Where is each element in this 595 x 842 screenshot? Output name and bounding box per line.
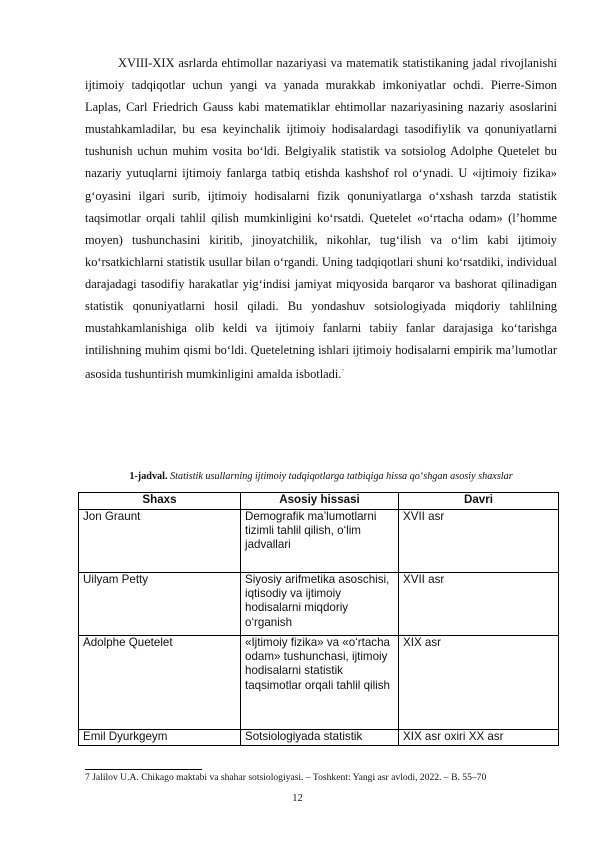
table-caption <box>85 470 557 484</box>
table-caption-label: 1-jadval. <box>129 471 168 482</box>
header-davri: Davri <box>399 493 559 510</box>
page-number: 12 <box>292 793 303 804</box>
cell-person: Emil Dyurkgeym <box>79 730 241 746</box>
table-row <box>79 573 559 636</box>
cell-contribution: «Ijtimoiy fizika» va «o‘rtacha odam» tushunchasi, ijtimoiy hodisalarni statistik taqsimotlar orqali tahlil qilish <box>241 636 399 730</box>
table-row <box>79 636 559 730</box>
cell-contribution: Demografik ma’lumotlarni tizimli tahlil qilish, o‘lim jadvallari <box>241 510 399 573</box>
table-header-row <box>79 493 559 510</box>
body-text: XVIII-XIX asrlarda ehtimollar nazariyasi va matematik statistikaning jadal rivojlanishi ijtimoiy tadqiqotlar uchun yangi va yanada murakkab imkoniyatlar ochdi. Pierre-Simon Laplas, Carl Friedrich Gauss kabi matematiklar ehtimollar nazariyasining nazariy asoslarini mustahkamladilar, bu esa keyinchalik ijtimoiy hodisalardagi tasodifiylik va qonuniyatlarni tushunish uchun muhim vosita bo‘ldi. Belgiyalik statistik va sotsiolog Adolphe Quetelet bu nazariy yutuqlarni ijtimoiy fanlarga tatbiq etishda kashshof rol o‘ynadi. U «ijtimoiy fizika» g‘oyasini ilgari surib, ijtimoiy hodisalarni fizik qonuniyatlarga o‘xshash tarzda statistik taqsimotlar orqali tahlil qilish mumkinligini ko‘rsatdi. Quetelet «o‘rtacha odam» (l’homme moyen) tushunchasini kiritib, jinoyatchilik, nikohlar, tug‘ilish va o‘lim kabi ijtimoiy ko‘rsatkichlarni statistik usullar bilan o‘rgandi. Uning tadqiqotlari shuni ko‘rsatdiki, individual darajadagi tasodifiy harakatlar yig‘indisi jamiyat miqyosida barqaror va bashorat qilinadigan statistik qonuniyatlarni hosil qiladi. Bu yondashuv sotsiologiyada miqdoriy tahlilning mustahkamlanishiga olib keldi va ijtimoiy fanlarni tabiiy fanlar darajasiga ko‘tarishga intilishning muhim qismi bo‘ldi. Queteletning ishlari ijtimoiy hodisalarni empirik ma’lumotlar asosida tushuntirish mumkinligini amalda isbotladi. <box>85 56 557 382</box>
header-asosiy-hissasi: Asosiy hissasi <box>241 493 399 510</box>
cell-contribution: Sotsiologiyada statistik <box>241 730 399 746</box>
table-row <box>79 510 559 573</box>
cell-contribution: Siyosiy arifmetika asoschisi, iqtisodiy va ijtimoiy hodisalarni miqdoriy o‘rganish <box>241 573 399 636</box>
footnote: 7 Jalilov U.A. Chikago maktabi va shahar sotsiologiyasi. – Toshkent: Yangi asr avlodi, 2022. – B. 55–70 <box>85 772 487 783</box>
footnote-reference: 7 <box>341 369 345 376</box>
table-caption-title: Statistik usullarning ijtimoiy tadqiqotlarga tatbiqiga hissa qo‘shgan asosiy shaxslar <box>170 471 513 482</box>
cell-person: Adolphe Quetelet <box>79 636 241 730</box>
cell-period: XVII asr <box>399 573 559 636</box>
cell-person: Jon Graunt <box>79 510 241 573</box>
cell-period: XIX asr oxiri XX asr <box>399 730 559 746</box>
contributors-table <box>78 492 559 746</box>
cell-period: XIX asr <box>399 636 559 730</box>
cell-period: XVII asr <box>399 510 559 573</box>
body-paragraph <box>85 52 557 386</box>
cell-person: Uilyam Petty <box>79 573 241 636</box>
table-row <box>79 730 559 746</box>
header-shaxs: Shaxs <box>79 493 241 510</box>
footnote-separator <box>85 769 202 770</box>
